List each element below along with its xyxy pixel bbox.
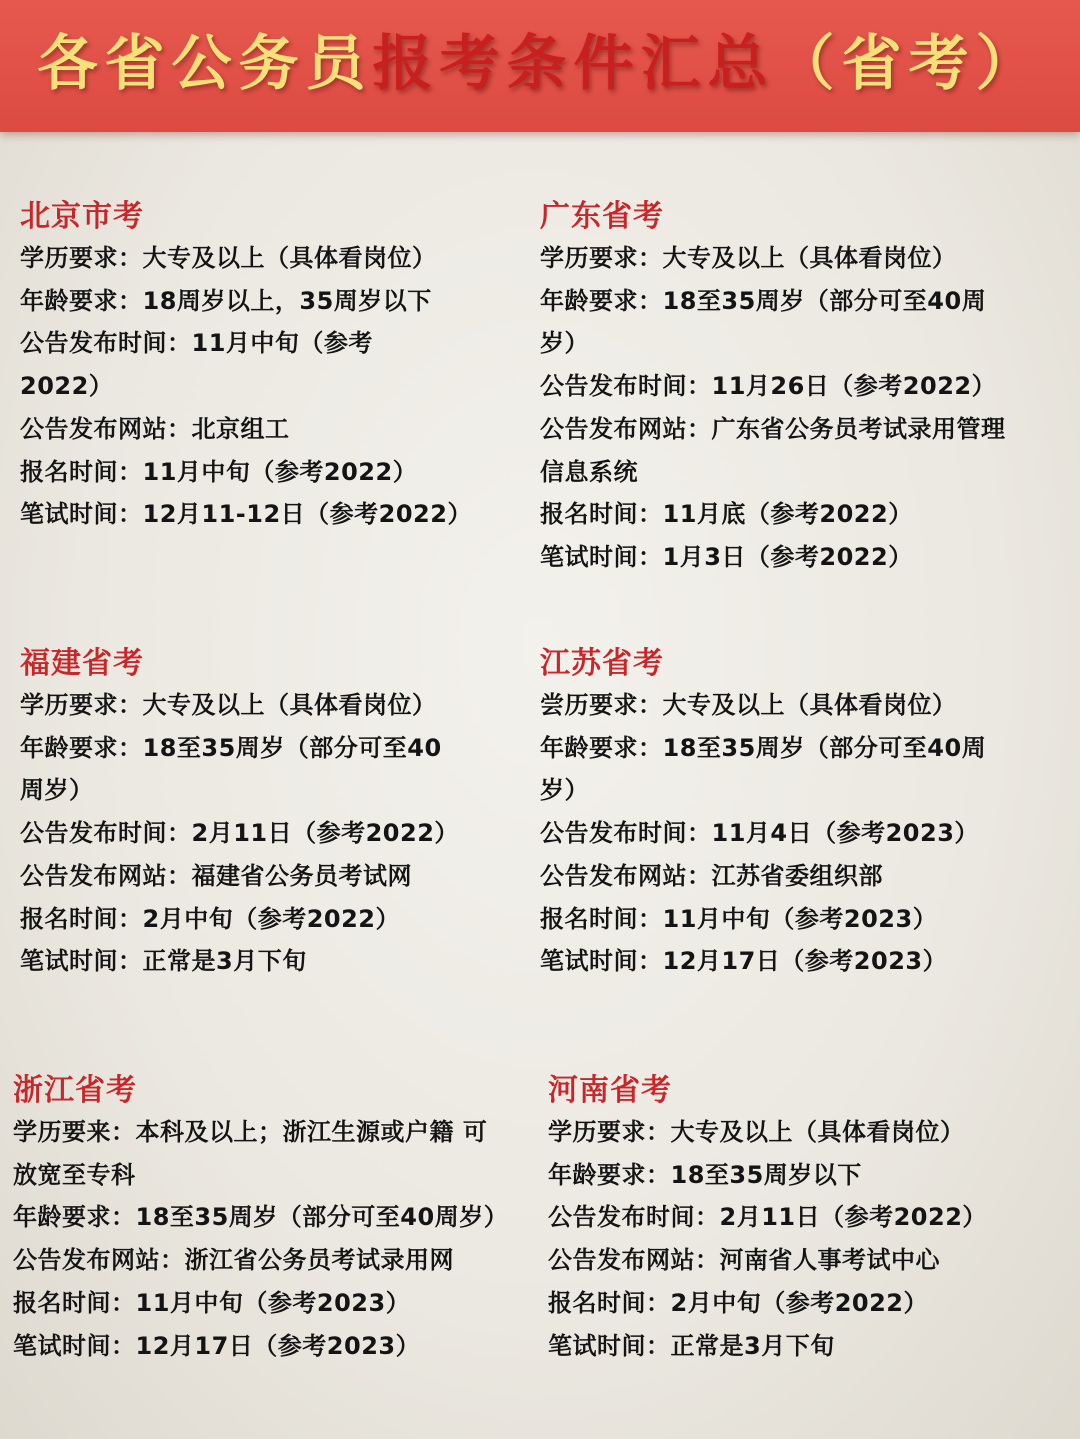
section-jiangsu (540, 644, 1075, 983)
beijing-register-time: 报名时间：11月中旬（参考2022） (20, 457, 418, 486)
zhejiang-education: 学历要来：本科及以上；浙江生源或户籍 可 (13, 1118, 488, 1146)
beijing-education: 学历要求：大专及以上（具体看岗位） (20, 244, 437, 272)
beijing-exam-time: 笔试时间：12月11-12日（参考2022） (20, 500, 472, 529)
section-title-henan: 河南省考 (548, 1073, 672, 1108)
zhejiang-education-cont: 放宽至专科 (13, 1160, 136, 1189)
zhejiang-age: 年龄要求：18至35周岁（部分可至40周岁） (13, 1203, 509, 1232)
guangdong-register-time: 报名时间：11月底（参考2022） (540, 500, 913, 529)
beijing-age: 年龄要求：18周岁以上，35周岁以下 (20, 286, 432, 315)
fujian-exam-time: 笔试时间：正常是3月下旬 (20, 947, 307, 976)
henan-announce-time: 公告发布时间：2月11日（参考2022） (548, 1203, 987, 1232)
guangdong-education: 学历要求：大专及以上（具体看岗位） (540, 244, 957, 272)
zhejiang-announce-site: 公告发布网站：浙江省公务员考试录用网 (13, 1246, 454, 1275)
section-guangdong (540, 197, 1075, 579)
section-zhejiang (13, 1071, 538, 1367)
guangdong-announce-site-cont: 信息系统 (540, 457, 638, 486)
jiangsu-age-cont: 岁） (540, 776, 589, 805)
jiangsu-announce-time: 公告发布时间：11月4日（参考2023） (540, 819, 979, 848)
guangdong-age: 年龄要求：18至35周岁（部分可至40周 (540, 286, 987, 315)
title-part-2: 报考条件汇总 (372, 29, 775, 99)
title-part-3: （省考） (774, 29, 1043, 99)
guangdong-announce-site: 公告发布网站：广东省公务员考试录用管理 (540, 414, 1006, 443)
jiangsu-age: 年龄要求：18至35周岁（部分可至40周 (540, 733, 987, 762)
guangdong-exam-time: 笔试时间：1月3日（参考2022） (540, 542, 913, 571)
henan-exam-time: 笔试时间：正常是3月下旬 (548, 1331, 835, 1360)
zhejiang-exam-time: 笔试时间：12月17日（参考2023） (13, 1331, 421, 1360)
jiangsu-exam-time: 笔试时间：12月17日（参考2023） (540, 947, 948, 976)
section-beijing (20, 197, 520, 536)
guangdong-age-cont: 岁） (540, 329, 589, 358)
fujian-education: 学历要求：大专及以上（具体看岗位） (20, 691, 437, 719)
jiangsu-announce-site: 公告发布网站：江苏省委组织部 (540, 861, 883, 890)
fujian-announce-time: 公告发布时间：2月11日（参考2022） (20, 819, 459, 848)
section-title-beijing: 北京市考 (20, 199, 144, 234)
section-henan (548, 1071, 1073, 1367)
henan-age: 年龄要求：18至35周岁以下 (548, 1160, 862, 1189)
henan-announce-site: 公告发布网站：河南省人事考试中心 (548, 1246, 940, 1275)
header-banner (0, 0, 1080, 132)
section-title-guangdong: 广东省考 (540, 199, 664, 234)
beijing-announce-site: 公告发布网站：北京组工 (20, 414, 290, 443)
jiangsu-register-time: 报名时间：11月中旬（参考2023） (540, 904, 938, 933)
page-title (0, 22, 1080, 106)
fujian-announce-site: 公告发布网站：福建省公务员考试网 (20, 861, 412, 890)
section-title-jiangsu: 江苏省考 (540, 646, 664, 681)
section-title-fujian: 福建省考 (20, 646, 144, 681)
fujian-age: 年龄要求：18至35周岁（部分可至40 (20, 733, 442, 762)
section-fujian (20, 644, 520, 983)
fujian-age-cont: 周岁） (20, 776, 94, 805)
section-title-zhejiang: 浙江省考 (13, 1073, 137, 1108)
beijing-announce-time-cont: 2022） (20, 372, 114, 401)
henan-register-time: 报名时间：2月中旬（参考2022） (548, 1288, 928, 1317)
guangdong-announce-time: 公告发布时间：11月26日（参考2022） (540, 372, 997, 401)
fujian-register-time: 报名时间：2月中旬（参考2022） (20, 904, 400, 933)
title-part-1: 各省公务员 (37, 29, 373, 99)
zhejiang-register-time: 报名时间：11月中旬（参考2023） (13, 1288, 411, 1317)
jiangsu-education: 尝历要求：大专及以上（具体看岗位） (540, 691, 957, 719)
beijing-announce-time: 公告发布时间：11月中旬（参考 (20, 329, 373, 358)
henan-education: 学历要求：大专及以上（具体看岗位） (548, 1118, 965, 1146)
